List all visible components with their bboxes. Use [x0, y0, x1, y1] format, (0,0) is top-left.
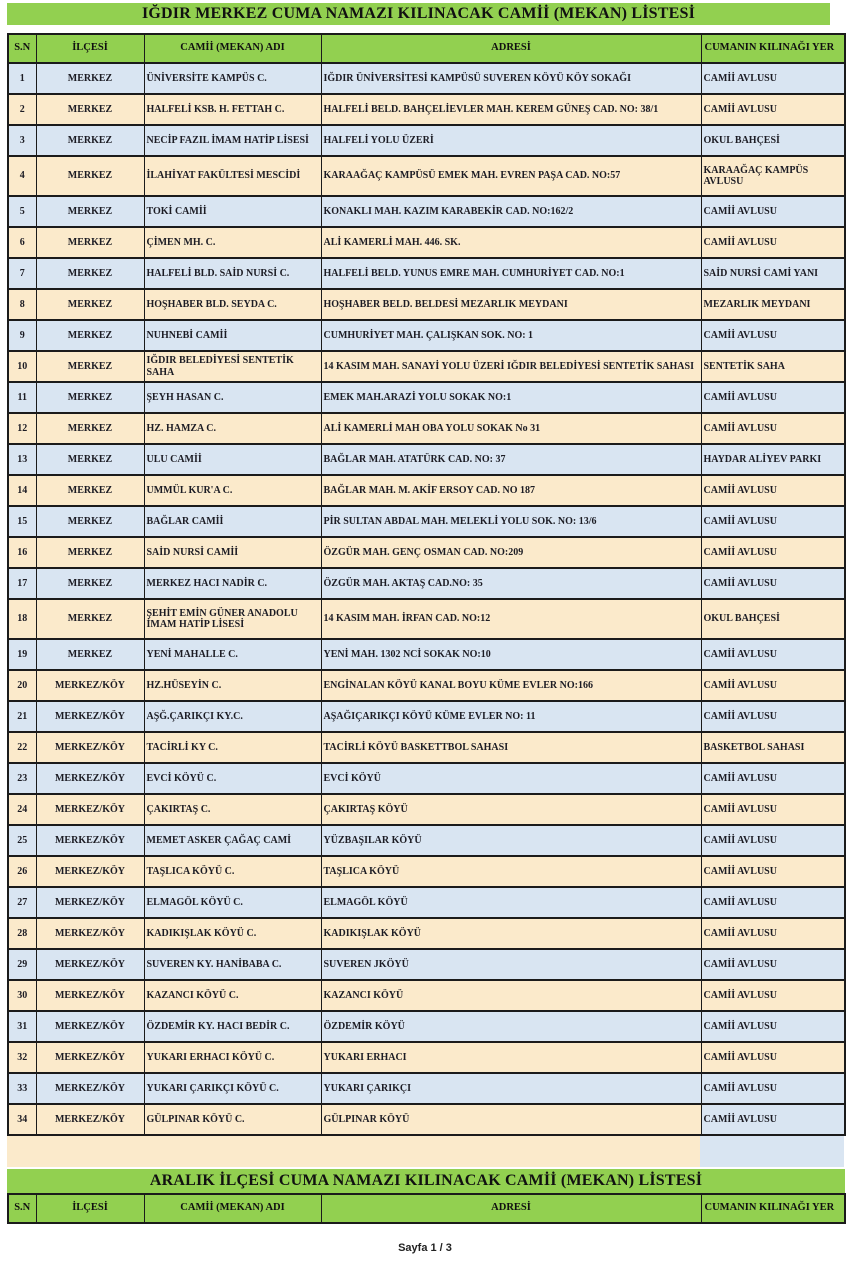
cell-district: MERKEZ: [36, 320, 144, 351]
cell-district: MERKEZ: [36, 351, 144, 382]
cell-prayer-place: CAMİİ AVLUSU: [701, 856, 845, 887]
cell-district: MERKEZ: [36, 258, 144, 289]
cell-sn: 25: [8, 825, 36, 856]
cell-mosque-name: İLAHİYAT FAKÜLTESİ MESCİDİ: [144, 156, 321, 196]
cell-district: MERKEZ: [36, 63, 144, 94]
cell-address: 14 KASIM MAH. İRFAN CAD. NO:12: [321, 599, 701, 639]
table-row: [8, 1073, 845, 1104]
cell-mosque-name: TOKİ CAMİİ: [144, 196, 321, 227]
page-footer: Sayfa 1 / 3: [398, 1242, 452, 1254]
cell-district: MERKEZ: [36, 413, 144, 444]
cell-address: YÜZBAŞILAR KÖYÜ: [321, 825, 701, 856]
merkez-table-body: [8, 63, 845, 1135]
cell-district: MERKEZ/KÖY: [36, 949, 144, 980]
cell-sn: 28: [8, 918, 36, 949]
cell-mosque-name: BAĞLAR CAMİİ: [144, 506, 321, 537]
cell-prayer-place: SAİD NURSİ CAMİ YANI: [701, 258, 845, 289]
cell-prayer-place: OKUL BAHÇESİ: [701, 125, 845, 156]
cell-address: HALFELİ BELD. BAHÇELİEVLER MAH. KEREM GÜNEŞ CAD. NO: 38/1: [321, 94, 701, 125]
cell-district: MERKEZ: [36, 94, 144, 125]
cell-address: TAŞLICA KÖYÜ: [321, 856, 701, 887]
cell-address: ELMAGÖL KÖYÜ: [321, 887, 701, 918]
column-header-5: CUMANIN KILINAĞI YER: [701, 34, 845, 63]
table-row: [8, 980, 845, 1011]
cell-sn: 5: [8, 196, 36, 227]
cell-mosque-name: HALFELİ BLD. SAİD NURSİ C.: [144, 258, 321, 289]
cell-prayer-place: CAMİİ AVLUSU: [701, 320, 845, 351]
column-header-1: S.N: [8, 1194, 36, 1223]
cell-mosque-name: HZ. HAMZA C.: [144, 413, 321, 444]
table-row: [8, 639, 845, 670]
table-row: [8, 475, 845, 506]
cell-prayer-place: CAMİİ AVLUSU: [701, 382, 845, 413]
cell-mosque-name: TAŞLICA KÖYÜ C.: [144, 856, 321, 887]
cell-sn: 27: [8, 887, 36, 918]
table-row: [8, 156, 845, 196]
cell-prayer-place: CAMİİ AVLUSU: [701, 413, 845, 444]
column-header-1: S.N: [8, 34, 36, 63]
merkez-table: [7, 33, 846, 1136]
cell-sn: 1: [8, 63, 36, 94]
cell-mosque-name: NECİP FAZIL İMAM HATİP LİSESİ: [144, 125, 321, 156]
cell-district: MERKEZ/KÖY: [36, 670, 144, 701]
cell-district: MERKEZ: [36, 568, 144, 599]
cell-address: CUMHURİYET MAH. ÇALIŞKAN SOK. NO: 1: [321, 320, 701, 351]
cell-address: EMEK MAH.ARAZİ YOLU SOKAK NO:1: [321, 382, 701, 413]
cell-prayer-place: KARAAĞAÇ KAMPÜS AVLUSU: [701, 156, 845, 196]
cell-district: MERKEZ: [36, 475, 144, 506]
cell-address: KARAAĞAÇ KAMPÜSÜ EMEK MAH. EVREN PAŞA CAD. NO:57: [321, 156, 701, 196]
column-header-2: İLÇESİ: [36, 34, 144, 63]
cell-sn: 34: [8, 1104, 36, 1135]
cell-district: MERKEZ: [36, 196, 144, 227]
cell-prayer-place: MEZARLIK MEYDANI: [701, 289, 845, 320]
cell-sn: 32: [8, 1042, 36, 1073]
cell-sn: 4: [8, 156, 36, 196]
cell-address: BAĞLAR MAH. M. AKİF ERSOY CAD. NO 187: [321, 475, 701, 506]
column-header-4: ADRESİ: [321, 34, 701, 63]
cell-district: MERKEZ/KÖY: [36, 825, 144, 856]
cell-sn: 29: [8, 949, 36, 980]
cell-address: AŞAĞIÇARIKÇI KÖYÜ KÜME EVLER NO: 11: [321, 701, 701, 732]
cell-address: KADIKIŞLAK KÖYÜ: [321, 918, 701, 949]
cell-mosque-name: ÖZDEMİR KY. HACI BEDİR C.: [144, 1011, 321, 1042]
cell-district: MERKEZ/KÖY: [36, 918, 144, 949]
cell-sn: 20: [8, 670, 36, 701]
cell-address: ÖZGÜR MAH. AKTAŞ CAD.NO: 35: [321, 568, 701, 599]
table-row: [8, 568, 845, 599]
cell-sn: 24: [8, 794, 36, 825]
cell-mosque-name: HALFELİ KSB. H. FETTAH C.: [144, 94, 321, 125]
cell-address: ÖZDEMİR KÖYÜ: [321, 1011, 701, 1042]
cell-mosque-name: MERKEZ HACI NADİR C.: [144, 568, 321, 599]
cell-prayer-place: CAMİİ AVLUSU: [701, 63, 845, 94]
table-row: [8, 94, 845, 125]
cell-prayer-place: CAMİİ AVLUSU: [701, 1104, 845, 1135]
cell-address: YUKARI ÇARIKÇI: [321, 1073, 701, 1104]
table-row: [8, 1011, 845, 1042]
table-row: [8, 1042, 845, 1073]
cell-prayer-place: OKUL BAHÇESİ: [701, 599, 845, 639]
cell-mosque-name: SUVEREN KY. HANİBABA C.: [144, 949, 321, 980]
table-row: [8, 918, 845, 949]
cell-address: YUKARI ERHACI: [321, 1042, 701, 1073]
cell-district: MERKEZ: [36, 599, 144, 639]
cell-mosque-name: HZ.HÜSEYİN C.: [144, 670, 321, 701]
table-row: [8, 1104, 845, 1135]
cell-sn: 19: [8, 639, 36, 670]
cell-district: MERKEZ/KÖY: [36, 763, 144, 794]
cell-mosque-name: NUHNEBİ CAMİİ: [144, 320, 321, 351]
cell-address: 14 KASIM MAH. SANAYİ YOLU ÜZERİ IĞDIR BELEDİYESİ SENTETİK SAHASI: [321, 351, 701, 382]
cell-address: ALİ KAMERLİ MAH. 446. SK.: [321, 227, 701, 258]
cell-mosque-name: YUKARI ÇARIKÇI KÖYÜ C.: [144, 1073, 321, 1104]
cell-address: IĞDIR ÜNİVERSİTESİ KAMPÜSÜ SUVEREN KÖYÜ KÖY SOKAĞI: [321, 63, 701, 94]
cell-district: MERKEZ/KÖY: [36, 887, 144, 918]
cell-district: MERKEZ/KÖY: [36, 1011, 144, 1042]
cell-district: MERKEZ: [36, 227, 144, 258]
cell-mosque-name: AŞĞ.ÇARIKÇI KY.C.: [144, 701, 321, 732]
aralik-table: [7, 1193, 846, 1224]
cell-mosque-name: MEMET ASKER ÇAĞAÇ CAMİ: [144, 825, 321, 856]
cell-prayer-place: CAMİİ AVLUSU: [701, 701, 845, 732]
table-row: [8, 444, 845, 475]
table-row: [8, 887, 845, 918]
table-row: [8, 701, 845, 732]
cell-mosque-name: YENİ MAHALLE C.: [144, 639, 321, 670]
cell-sn: 6: [8, 227, 36, 258]
cell-sn: 14: [8, 475, 36, 506]
cell-mosque-name: EVCİ KÖYÜ C.: [144, 763, 321, 794]
column-header-3: CAMİİ (MEKAN) ADI: [144, 34, 321, 63]
cell-sn: 10: [8, 351, 36, 382]
cell-sn: 16: [8, 537, 36, 568]
cell-address: ALİ KAMERLİ MAH OBA YOLU SOKAK No 31: [321, 413, 701, 444]
cell-district: MERKEZ: [36, 537, 144, 568]
cell-prayer-place: CAMİİ AVLUSU: [701, 475, 845, 506]
cell-mosque-name: ULU CAMİİ: [144, 444, 321, 475]
cell-sn: 17: [8, 568, 36, 599]
cell-district: MERKEZ/KÖY: [36, 732, 144, 763]
cell-sn: 15: [8, 506, 36, 537]
cell-district: MERKEZ/KÖY: [36, 1104, 144, 1135]
cell-sn: 18: [8, 599, 36, 639]
cell-mosque-name: UMMÜL KUR'A C.: [144, 475, 321, 506]
cell-prayer-place: CAMİİ AVLUSU: [701, 949, 845, 980]
table-row: [8, 196, 845, 227]
cell-prayer-place: CAMİİ AVLUSU: [701, 825, 845, 856]
table-row: [8, 382, 845, 413]
cell-address: HOŞHABER BELD. BELDESİ MEZARLIK MEYDANI: [321, 289, 701, 320]
cell-sn: 26: [8, 856, 36, 887]
cell-address: ENGİNALAN KÖYÜ KANAL BOYU KÜME EVLER NO:166: [321, 670, 701, 701]
cell-sn: 11: [8, 382, 36, 413]
cell-district: MERKEZ/KÖY: [36, 1073, 144, 1104]
cell-address: PİR SULTAN ABDAL MAH. MELEKLİ YOLU SOK. NO: 13/6: [321, 506, 701, 537]
cell-mosque-name: ŞEHİT EMİN GÜNER ANADOLU İMAM HATİP LİSESİ: [144, 599, 321, 639]
cell-mosque-name: ÜNİVERSİTE KAMPÜS C.: [144, 63, 321, 94]
cell-district: MERKEZ: [36, 444, 144, 475]
table-row: [8, 227, 845, 258]
cell-prayer-place: CAMİİ AVLUSU: [701, 537, 845, 568]
table-row: [8, 506, 845, 537]
cell-district: MERKEZ/KÖY: [36, 1042, 144, 1073]
cell-prayer-place: CAMİİ AVLUSU: [701, 887, 845, 918]
cell-prayer-place: CAMİİ AVLUSU: [701, 918, 845, 949]
cell-mosque-name: IĞDIR BELEDİYESİ SENTETİK SAHA: [144, 351, 321, 382]
table-row: [8, 63, 845, 94]
aralik-table-title: ARALIK İLÇESİ CUMA NAMAZI KILINACAK CAMİİ (MEKAN) LİSTESİ: [7, 1169, 845, 1193]
cell-sn: 23: [8, 763, 36, 794]
cell-prayer-place: CAMİİ AVLUSU: [701, 1073, 845, 1104]
cell-address: YENİ MAH. 1302 NCİ SOKAK NO:10: [321, 639, 701, 670]
cell-address: ÖZGÜR MAH. GENÇ OSMAN CAD. NO:209: [321, 537, 701, 568]
cell-district: MERKEZ: [36, 289, 144, 320]
cell-mosque-name: ŞEYH HASAN C.: [144, 382, 321, 413]
cell-mosque-name: KADIKIŞLAK KÖYÜ C.: [144, 918, 321, 949]
table-row: [8, 949, 845, 980]
cell-mosque-name: SAİD NURSİ CAMİİ: [144, 537, 321, 568]
cell-sn: 7: [8, 258, 36, 289]
table-row: [8, 320, 845, 351]
column-header-4: ADRESİ: [321, 1194, 701, 1223]
table-row: [8, 413, 845, 444]
cell-district: MERKEZ: [36, 125, 144, 156]
empty-band: [7, 1136, 844, 1167]
cell-mosque-name: YUKARI ERHACI KÖYÜ C.: [144, 1042, 321, 1073]
cell-sn: 31: [8, 1011, 36, 1042]
table-row: [8, 670, 845, 701]
cell-mosque-name: HOŞHABER BLD. SEYDA C.: [144, 289, 321, 320]
cell-address: TACİRLİ KÖYÜ BASKETTBOL SAHASI: [321, 732, 701, 763]
cell-district: MERKEZ/KÖY: [36, 794, 144, 825]
cell-sn: 21: [8, 701, 36, 732]
table-row: [8, 732, 845, 763]
column-header-2: İLÇESİ: [36, 1194, 144, 1223]
cell-prayer-place: CAMİİ AVLUSU: [701, 670, 845, 701]
table-row: [8, 763, 845, 794]
cell-prayer-place: CAMİİ AVLUSU: [701, 763, 845, 794]
table-row: [8, 794, 845, 825]
cell-mosque-name: ÇAKIRTAŞ C.: [144, 794, 321, 825]
cell-prayer-place: CAMİİ AVLUSU: [701, 506, 845, 537]
table-row: [8, 258, 845, 289]
cell-district: MERKEZ/KÖY: [36, 856, 144, 887]
cell-address: HALFELİ BELD. YUNUS EMRE MAH. CUMHURİYET CAD. NO:1: [321, 258, 701, 289]
cell-prayer-place: CAMİİ AVLUSU: [701, 1042, 845, 1073]
cell-sn: 9: [8, 320, 36, 351]
cell-prayer-place: HAYDAR ALİYEV PARKI: [701, 444, 845, 475]
cell-address: GÜLPINAR KÖYÜ: [321, 1104, 701, 1135]
cell-address: KAZANCI KÖYÜ: [321, 980, 701, 1011]
cell-mosque-name: ELMAGÖL KÖYÜ C.: [144, 887, 321, 918]
merkez-table-head: [8, 34, 845, 63]
cell-district: MERKEZ: [36, 156, 144, 196]
column-header-5: CUMANIN KILINAĞI YER: [701, 1194, 845, 1223]
table-row: [8, 125, 845, 156]
cell-address: KONAKLI MAH. KAZIM KARABEKİR CAD. NO:162/2: [321, 196, 701, 227]
cell-district: MERKEZ: [36, 382, 144, 413]
cell-address: ÇAKIRTAŞ KÖYÜ: [321, 794, 701, 825]
header-row: [8, 34, 845, 63]
table-row: [8, 599, 845, 639]
table-row: [8, 289, 845, 320]
cell-address: EVCİ KÖYÜ: [321, 763, 701, 794]
cell-prayer-place: CAMİİ AVLUSU: [701, 568, 845, 599]
cell-address: HALFELİ YOLU ÜZERİ: [321, 125, 701, 156]
cell-sn: 30: [8, 980, 36, 1011]
cell-prayer-place: CAMİİ AVLUSU: [701, 639, 845, 670]
merkez-table-title: IĞDIR MERKEZ CUMA NAMAZI KILINACAK CAMİİ (MEKAN) LİSTESİ: [7, 3, 830, 25]
cell-address: BAĞLAR MAH. ATATÜRK CAD. NO: 37: [321, 444, 701, 475]
table-row: [8, 825, 845, 856]
table-row: [8, 351, 845, 382]
cell-district: MERKEZ/KÖY: [36, 980, 144, 1011]
cell-prayer-place: CAMİİ AVLUSU: [701, 1011, 845, 1042]
cell-district: MERKEZ: [36, 639, 144, 670]
cell-sn: 22: [8, 732, 36, 763]
cell-sn: 13: [8, 444, 36, 475]
cell-address: SUVEREN JKÖYÜ: [321, 949, 701, 980]
cell-mosque-name: ÇİMEN MH. C.: [144, 227, 321, 258]
column-header-3: CAMİİ (MEKAN) ADI: [144, 1194, 321, 1223]
aralik-table-head: [8, 1194, 845, 1223]
cell-prayer-place: BASKETBOL SAHASI: [701, 732, 845, 763]
table-row: [8, 537, 845, 568]
cell-prayer-place: CAMİİ AVLUSU: [701, 794, 845, 825]
cell-sn: 12: [8, 413, 36, 444]
cell-prayer-place: CAMİİ AVLUSU: [701, 94, 845, 125]
cell-mosque-name: TACİRLİ KY C.: [144, 732, 321, 763]
header-row: [8, 1194, 845, 1223]
table-row: [8, 856, 845, 887]
cell-prayer-place: CAMİİ AVLUSU: [701, 980, 845, 1011]
cell-mosque-name: KAZANCI KÖYÜ C.: [144, 980, 321, 1011]
cell-sn: 3: [8, 125, 36, 156]
cell-district: MERKEZ: [36, 506, 144, 537]
cell-sn: 8: [8, 289, 36, 320]
cell-prayer-place: CAMİİ AVLUSU: [701, 227, 845, 258]
cell-prayer-place: CAMİİ AVLUSU: [701, 196, 845, 227]
cell-mosque-name: GÜLPINAR KÖYÜ C.: [144, 1104, 321, 1135]
cell-sn: 2: [8, 94, 36, 125]
cell-prayer-place: SENTETİK SAHA: [701, 351, 845, 382]
cell-district: MERKEZ/KÖY: [36, 701, 144, 732]
cell-sn: 33: [8, 1073, 36, 1104]
